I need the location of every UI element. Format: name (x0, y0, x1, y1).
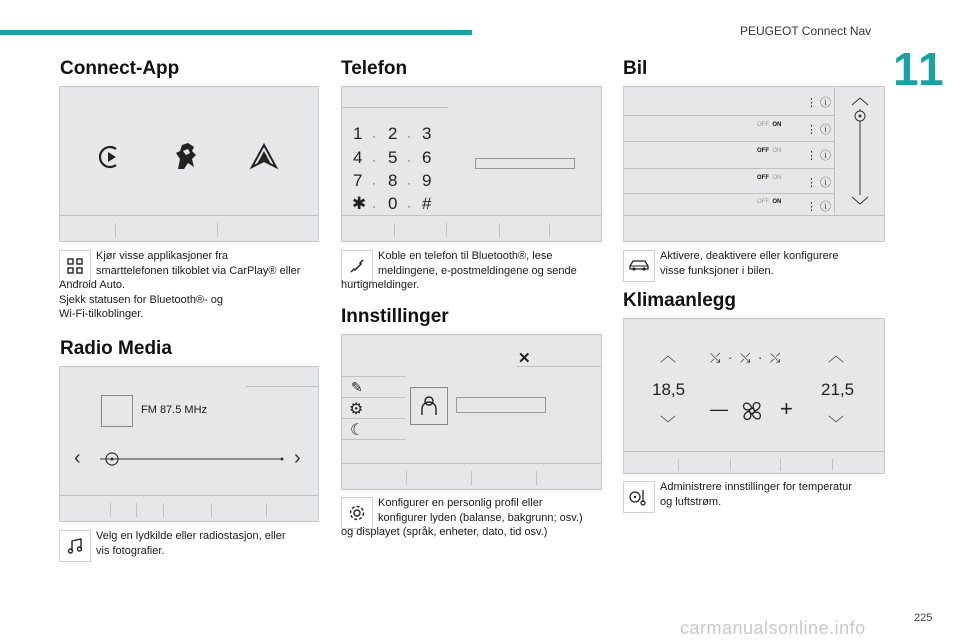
radio-media-screen (59, 366, 319, 522)
bil-screen (623, 86, 885, 242)
radio-media-title: Radio Media (60, 338, 172, 359)
key-hash[interactable]: # (422, 194, 432, 213)
theme-icon[interactable]: ✎ (351, 379, 363, 395)
key-9[interactable]: 9 (422, 171, 432, 190)
page-number: 225 (914, 612, 933, 624)
telefon-screen (341, 86, 602, 242)
info-icon[interactable]: ⋮ ⓘ (806, 97, 832, 109)
key-8[interactable]: 8 (388, 171, 398, 190)
key-2[interactable]: 2 (388, 124, 398, 143)
bil-title: Bil (623, 58, 648, 79)
temp-right: 21,5 (821, 380, 855, 399)
bil-description: Aktivere, deaktivere eller konfigurere visse funksjoner i bilen. (660, 250, 839, 277)
chapter-number: 11 (893, 43, 946, 95)
connect-app-description: Kjør visse applikasjoner fra smarttelefonen tilkoblet via CarPlay® eller Android Auto. Sjekk statusen for Bluetooth®- og Wi-Fi-tilkoblinger. (59, 250, 301, 320)
innstillinger-screen (341, 334, 602, 490)
header-accent-bar (0, 30, 472, 35)
key-separator: · (407, 199, 411, 213)
feature-toggle-2[interactable]: OFF ON (757, 148, 782, 154)
temp-right-down-icon[interactable]: ﹀ (828, 416, 845, 433)
next-icon[interactable]: › (294, 447, 301, 469)
temp-right-up-icon[interactable]: ︿ (828, 348, 845, 365)
info-icon[interactable]: ⋮ ⓘ (806, 150, 832, 162)
key-star[interactable]: ✱ (352, 194, 367, 213)
scrollbar[interactable] (848, 95, 872, 207)
peugeot-lion-icon[interactable] (168, 139, 204, 175)
key-separator: · (407, 176, 411, 190)
carplay-icon[interactable] (96, 143, 124, 171)
connect-app-title: Connect-App (60, 58, 180, 79)
klimaanlegg-screen (623, 318, 885, 474)
key-7[interactable]: 7 (353, 171, 363, 190)
info-icon[interactable]: ⋮ ⓘ (806, 201, 832, 213)
temp-left-down-icon[interactable]: ﹀ (660, 416, 677, 433)
key-5[interactable]: 5 (388, 148, 398, 167)
profile-name-field[interactable] (456, 397, 546, 413)
watermark: carmanualsonline.info (680, 618, 866, 638)
phone-number-field[interactable] (475, 158, 575, 169)
previous-icon[interactable]: ‹ (74, 447, 81, 469)
key-6[interactable]: 6 (422, 148, 432, 167)
key-4[interactable]: 4 (353, 148, 363, 167)
key-1[interactable]: 1 (353, 124, 363, 143)
connect-app-screen (59, 86, 319, 242)
temp-left-up-icon[interactable]: ︿ (660, 348, 677, 365)
key-separator: · (372, 129, 376, 143)
album-art-placeholder (101, 395, 133, 427)
fan-icon[interactable] (738, 397, 766, 425)
airflow-direction-icon[interactable]: ⤯ · ⤯ · ⤯ (710, 350, 783, 365)
close-icon[interactable]: ✕ (518, 350, 531, 367)
header-title: PEUGEOT Connect Nav (740, 24, 872, 38)
night-mode-icon[interactable]: ☾ (350, 422, 365, 439)
telefon-title: Telefon (341, 58, 408, 79)
audio-settings-icon[interactable]: ⚙ (349, 401, 364, 418)
radio-media-description: Velg en lydkilde eller radiostasjon, eller vis fotografier. (96, 530, 286, 557)
key-separator: · (407, 129, 411, 143)
profile-button[interactable] (410, 387, 448, 425)
profile-icon (419, 395, 439, 417)
fan-decrease-icon[interactable]: — (710, 399, 728, 419)
klimaanlegg-title: Klimaanlegg (623, 290, 736, 311)
key-separator: · (372, 153, 376, 167)
feature-toggle-4[interactable]: OFF ON (757, 199, 782, 205)
key-separator: · (407, 153, 411, 167)
key-separator: · (372, 199, 376, 213)
feature-toggle-1[interactable]: OFF ON (757, 122, 782, 128)
key-3[interactable]: 3 (422, 124, 432, 143)
innstillinger-title: Innstillinger (341, 306, 449, 327)
radio-station: FM 87.5 MHz (141, 404, 208, 416)
temp-left: 18,5 (652, 380, 686, 399)
feature-toggle-3[interactable]: OFF ON (757, 175, 782, 181)
key-separator: · (372, 176, 376, 190)
telefon-description: Koble en telefon til Bluetooth®, lese meldingene, e-postmeldingene og sende hurtigmeldinger. (341, 250, 577, 291)
info-icon[interactable]: ⋮ ⓘ (806, 124, 832, 136)
android-auto-icon[interactable] (248, 141, 280, 173)
innstillinger-description: Konfigurer en personlig profil eller konfigurer lyden (balanse, bakgrunn; osv.) og displayet (språk, enheter, dato, tid osv.) (341, 497, 583, 538)
info-icon[interactable]: ⋮ ⓘ (806, 177, 832, 189)
fan-increase-icon[interactable]: + (780, 396, 793, 421)
klimaanlegg-description: Administrere innstillinger for temperatur og luftstrøm. (660, 481, 852, 508)
key-0[interactable]: 0 (388, 194, 398, 213)
tuning-slider[interactable] (96, 449, 286, 469)
